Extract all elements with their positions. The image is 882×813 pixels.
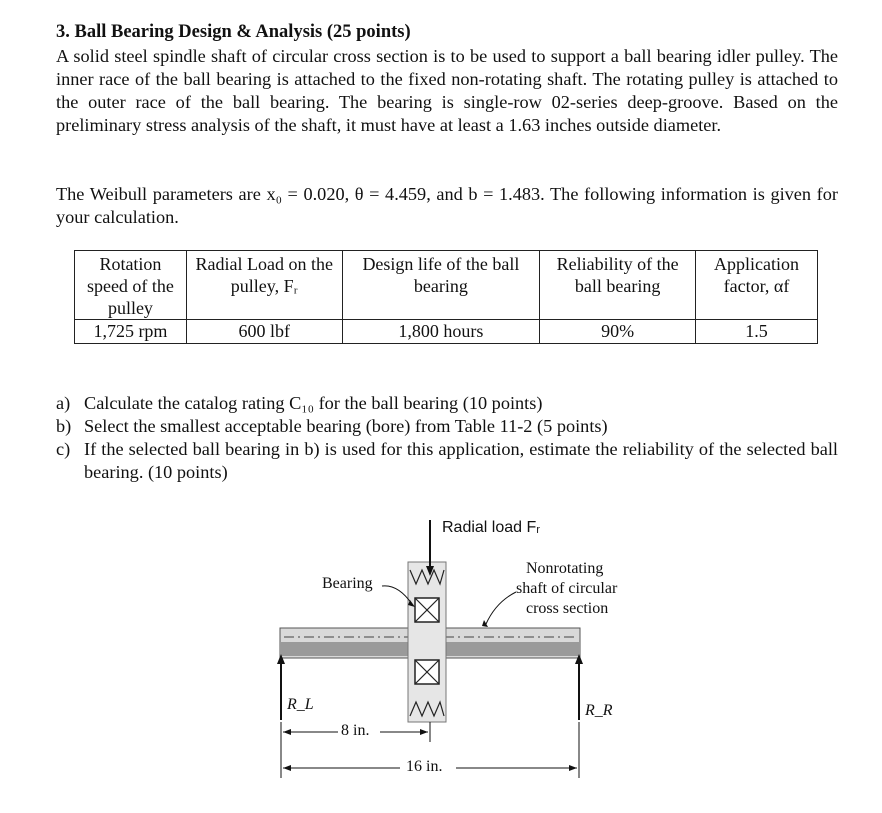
table-header-cell: Design life of the ball bearing bbox=[342, 251, 540, 320]
table-cell: 1.5 bbox=[696, 320, 818, 344]
table-row bbox=[75, 320, 818, 344]
question-text: If the selected ball bearing in b) is used for this application, estimate the reliability of the selected ball bearing. (10 points) bbox=[84, 439, 838, 482]
list-item bbox=[56, 415, 838, 438]
table-cell: 90% bbox=[540, 320, 696, 344]
radial-load-label: Radial load Fᵣ bbox=[442, 519, 541, 536]
list-item bbox=[56, 438, 838, 484]
diagram-graphic bbox=[260, 510, 620, 780]
question-text: Select the smallest acceptable bearing (bore) from Table 11-2 (5 points) bbox=[84, 416, 608, 436]
question-marker: c) bbox=[56, 439, 71, 459]
table-cell: 1,800 hours bbox=[342, 320, 540, 344]
shaft-label-line1: Nonrotating bbox=[526, 560, 604, 577]
table-header-cell: Application factor, αf bbox=[696, 251, 818, 320]
question-list bbox=[56, 392, 838, 484]
question-text: Calculate the catalog rating C₁₀ for the ball bearing (10 points) bbox=[84, 393, 543, 413]
list-item bbox=[56, 392, 838, 415]
table-cell: 600 lbf bbox=[186, 320, 342, 344]
question-marker: b) bbox=[56, 416, 72, 436]
right-reaction-label: R_R bbox=[585, 702, 613, 719]
bearing-upper bbox=[415, 598, 439, 622]
question-marker: a) bbox=[56, 393, 71, 413]
table-header-cell: Radial Load on the pulley, Fᵣ bbox=[186, 251, 342, 320]
bearing-label: Bearing bbox=[322, 575, 373, 592]
shaft-label-line2: shaft of circular bbox=[516, 580, 618, 597]
pulley bbox=[408, 562, 446, 722]
table-header-row bbox=[75, 251, 818, 320]
bearing-lower bbox=[415, 660, 439, 684]
problem-description: A solid steel spindle shaft of circular cross section is to be used to support a ball bearing idler pulley. The inner race of the ball bearing is attached to the fixed non-rotating shaft. The rotating pulley is attached to the outer race of the ball bearing. The bearing is single-row 02-series deep-groove. Based on the preliminary stress analysis of the shaft, it must have at least a 1.63 inches outside diameter. bbox=[56, 46, 838, 135]
table-cell: 1,725 rpm bbox=[75, 320, 187, 344]
dimension-8in-label: 8 in. bbox=[341, 722, 370, 739]
weibull-parameters-text: The Weibull parameters are x₀ = 0.020, θ = 4.459, and b = 1.483. The following information is given for your calculation. bbox=[56, 184, 838, 227]
shaft-label-line3: cross section bbox=[526, 600, 609, 617]
shaft-leader bbox=[486, 592, 516, 624]
left-reaction-label: R_L bbox=[287, 696, 314, 713]
shaft-bearing-diagram bbox=[260, 510, 620, 780]
dimension-16in-label: 16 in. bbox=[406, 758, 443, 775]
table-header-cell: Reliability of the ball bearing bbox=[540, 251, 696, 320]
given-data-table bbox=[74, 250, 818, 344]
table-header-cell: Rotation speed of the pulley bbox=[75, 251, 187, 320]
problem-heading: 3. Ball Bearing Design & Analysis (25 points) bbox=[56, 22, 411, 42]
